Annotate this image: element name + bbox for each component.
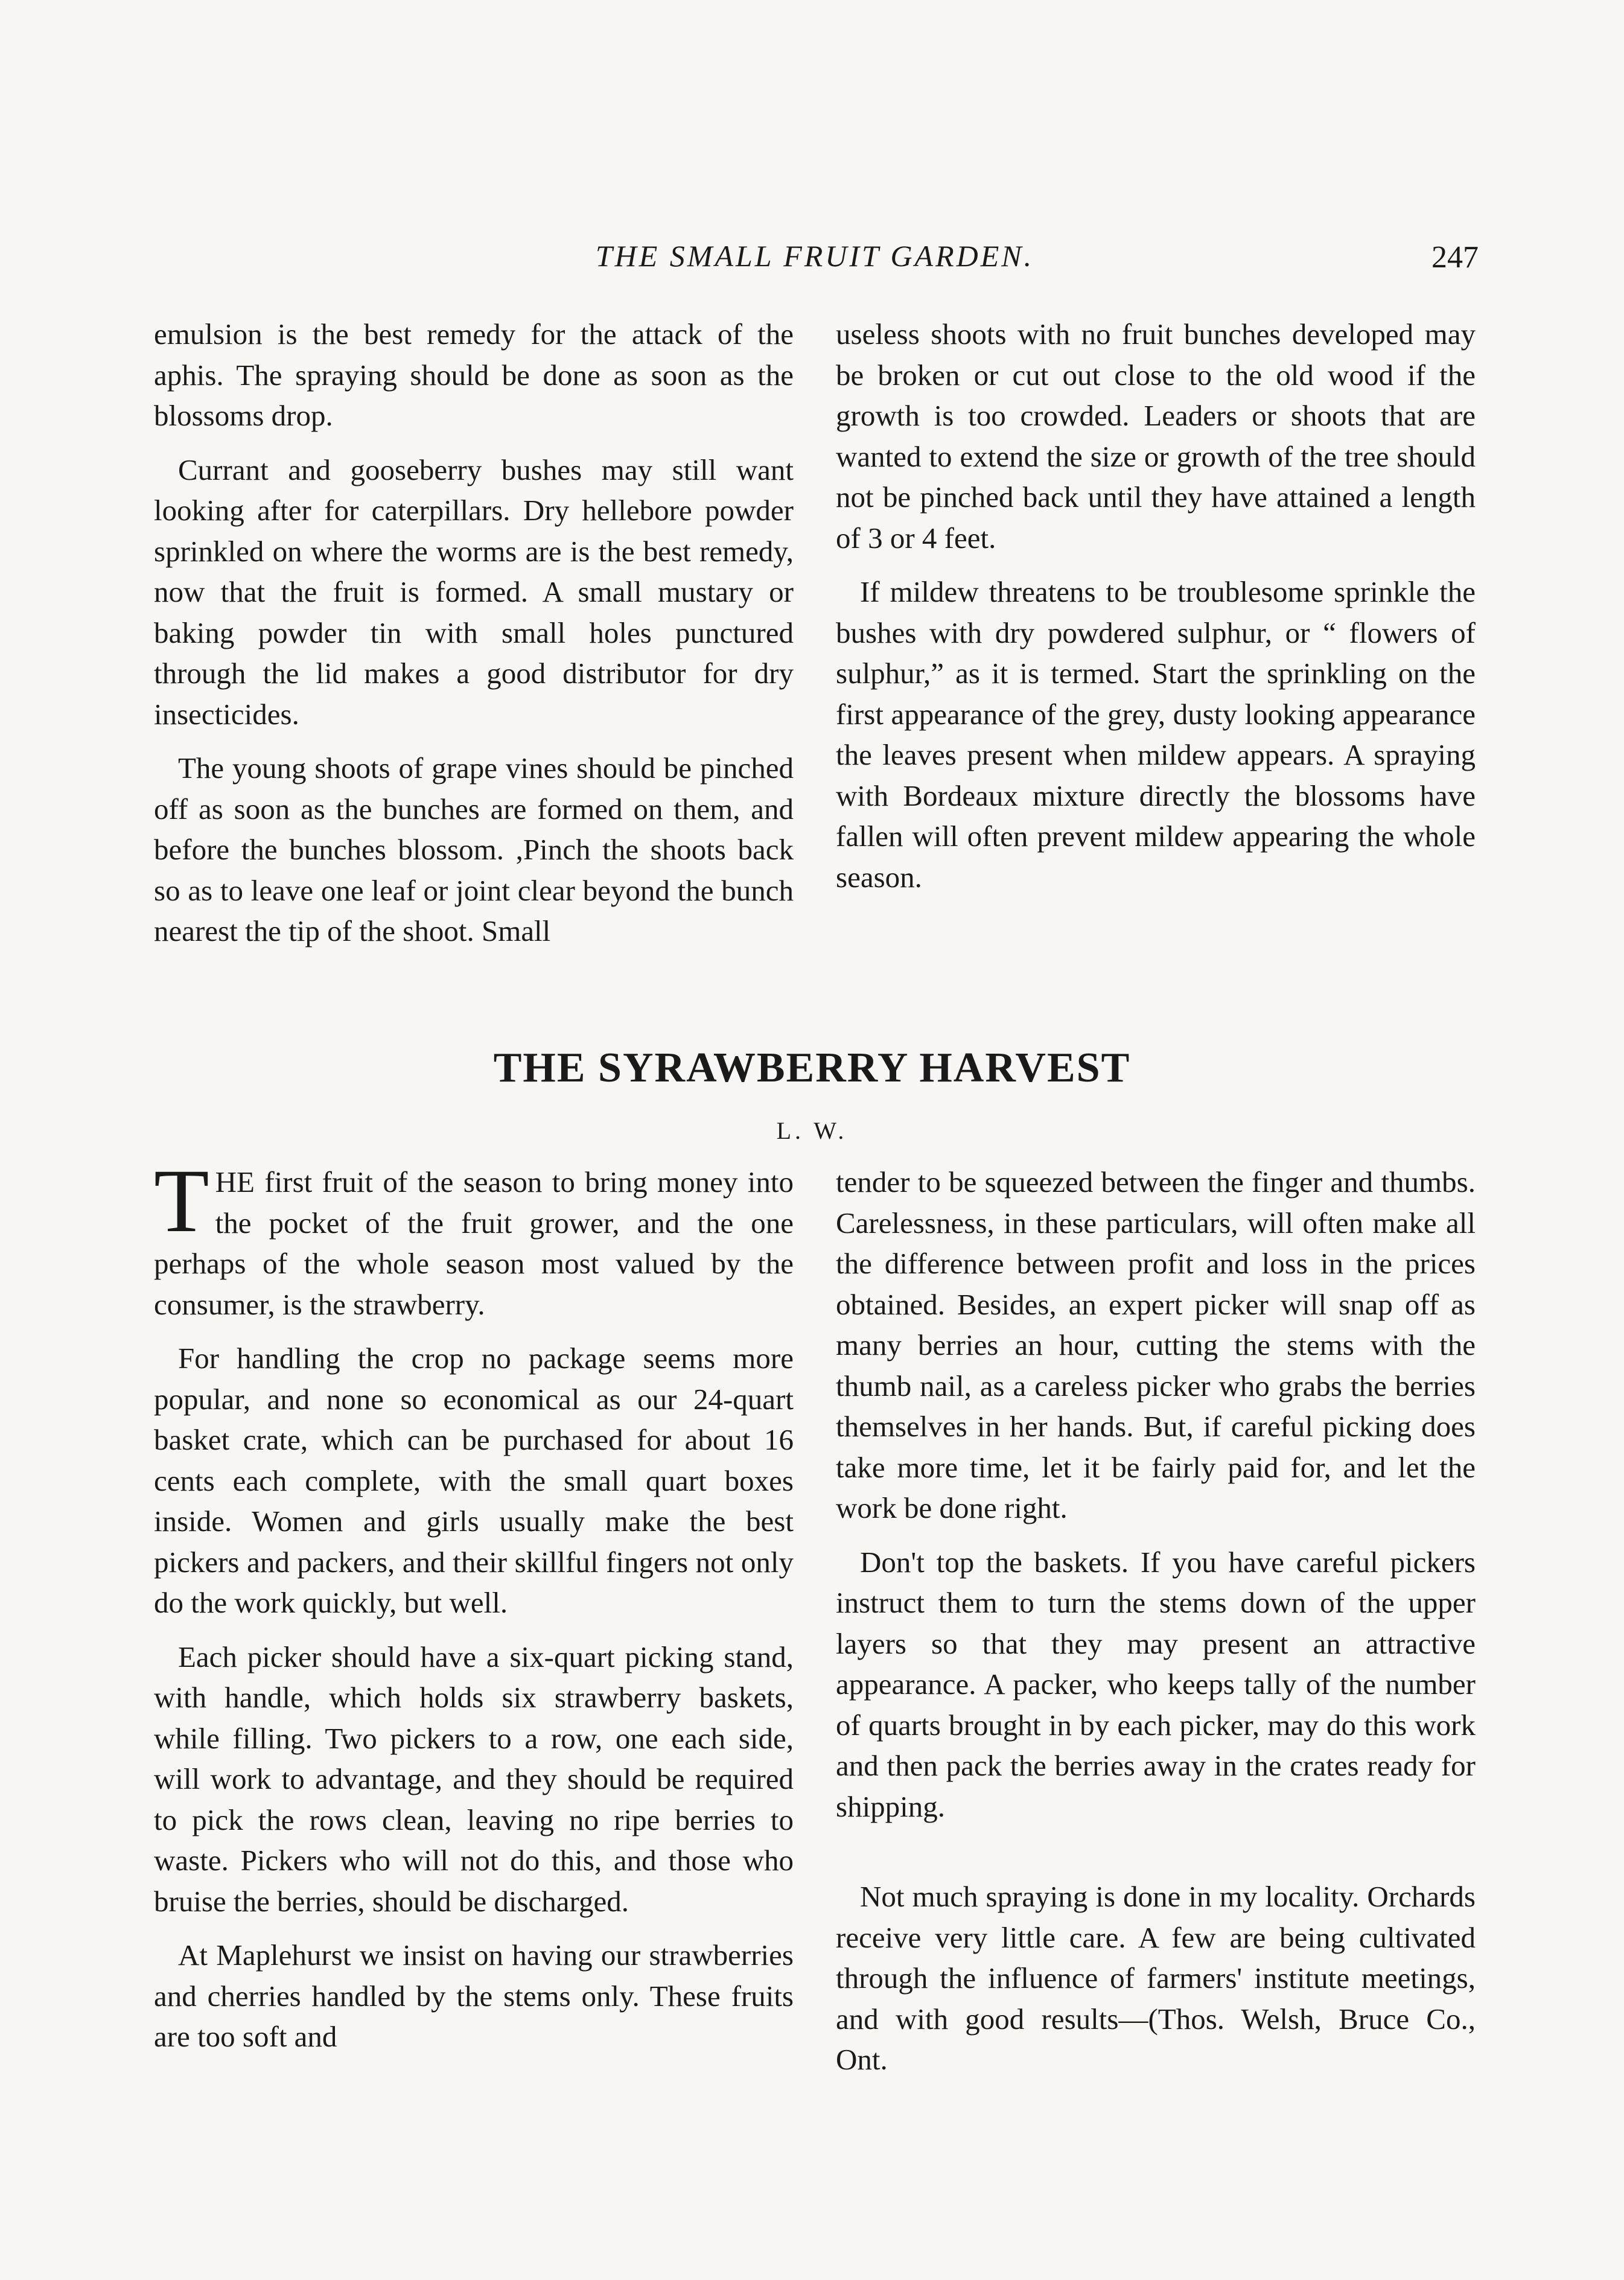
drop-cap: T <box>154 1151 209 1251</box>
paragraph-text: HE first fruit of the season to bring money into the pocket of the fruit grower, and the one perhaps of the whole season most valued by the consumer, is the strawberry. <box>154 1165 794 1321</box>
paragraph <box>154 1151 794 1325</box>
paragraph: At Maplehurst we insist on having our strawberries and cherries handled by the stems only. These fruits are too soft and <box>154 1938 794 2053</box>
page-header <box>151 238 1479 281</box>
running-head: THE SMALL FRUIT GARDEN. <box>595 239 1034 273</box>
top-right-column <box>836 314 1476 911</box>
paragraph: Not much spraying is done in my locality. Orchards receive very little care. A few are being cultivated through the influence of farmers' institute meetings, and with good results—(Thos. Welsh, Bruce Co., Ont. <box>836 1880 1476 2076</box>
paragraph: tender to be squeezed between the finger and thumbs. Carelessness, in these particulars, will often make all the difference between profit and loss in the prices obtained. Besides, an expert picker will snap off as many berries an hour, cutting the stems with the thumb nail, as a careless picker who grabs the berries themselves in her hands. But, if careful picking does take more time, let it be fairly paid for, and let the work be done right. <box>836 1165 1476 1524</box>
paragraph: Don't top the baskets. If you have careful pickers instruct them to turn the stems down of the upper layers so that they may present an attractive appearance. A packer, who keeps tally of the number of quarts brought in by each picker, may do this work and then pack the berries away in the crates ready for shipping. <box>836 1545 1476 1823</box>
paragraph: Currant and gooseberry bushes may still want looking after for caterpillars. Dry hellebore powder sprinkled on where the worms are is the best remedy, now that the fruit is formed. A small mustary or baking powder tin with small holes punctured through the lid makes a good distributor for dry insecticides. <box>154 453 794 731</box>
article-left-column <box>154 1151 794 2071</box>
paragraph: useless shoots with no fruit bunches developed may be broken or cut out close to the old wood if the growth is too crowded. Leaders or shoots that are wanted to extend the size or growth of the tree should not be pinched back until they have attained a length of 3 or 4 feet. <box>836 317 1476 555</box>
section-gap <box>836 1840 1476 1876</box>
page-number: 247 <box>1431 240 1479 275</box>
article-byline: L. W. <box>776 1117 848 1144</box>
article-title: THE SYRAWBERRY HARVEST <box>493 1045 1131 1091</box>
top-left-column <box>154 314 794 965</box>
paragraph: The young shoots of grape vines should be pinched off as soon as the bunches are formed on them, and before the bunches blossom. ,Pinch the shoots back so as to leave one leaf or joint clear beyond the bunch nearest the tip of the shoot. Small <box>154 751 794 947</box>
paragraph: If mildew threatens to be troublesome sprinkle the bushes with dry powdered sulphur, or “ flowers of sulphur,” as it is termed. Start the sprinkling on the first appearance of the grey, dusty looking appearance the leaves present when mildew appears. A spraying with Bordeaux mixture directly the blossoms have fallen will often prevent mildew appearing the whole season. <box>836 575 1476 894</box>
article-right-column <box>836 1162 1476 2094</box>
paragraph: emulsion is the best remedy for the attack of the aphis. The spraying should be done as soon as the blossoms drop. <box>154 317 794 432</box>
paragraph: For handling the crop no package seems more popular, and none so economical as our 24-quart basket crate, which can be purchased for about 16 cents each complete, with the small quart boxes inside. Women and girls usually make the best pickers and packers, and their skillful fingers not only do the work quickly, but well. <box>154 1342 794 1619</box>
paragraph: Each picker should have a six-quart picking stand, with handle, which holds six strawberry baskets, while filling. Two pickers to a row, one each side, will work to advantage, and they should be required to pick the rows clean, leaving no ripe berries to waste. Pickers who will not do this, and those who bruise the berries, should be discharged. <box>154 1640 794 1918</box>
